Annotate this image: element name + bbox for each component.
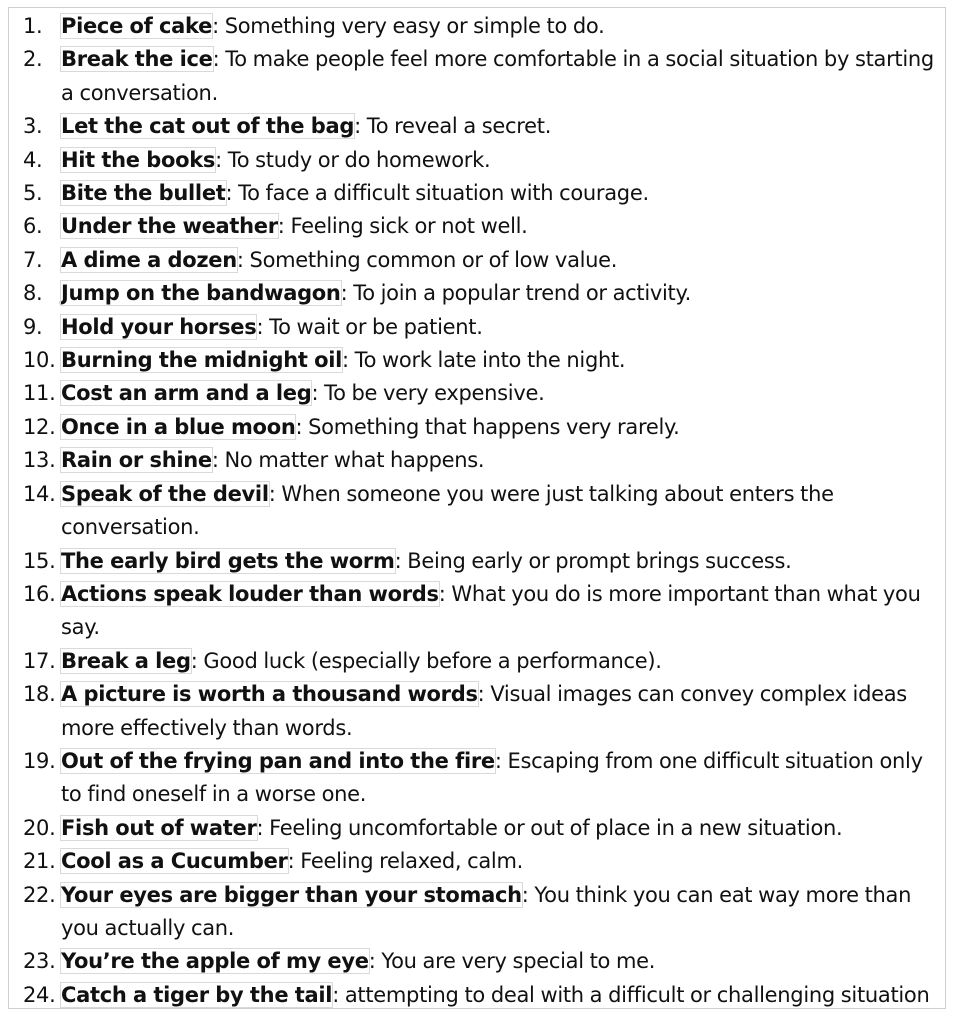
idiom-definition: : You are very special to me. xyxy=(368,949,656,974)
idiom-definition: : To face a difficult situation with courage. xyxy=(225,181,649,206)
idiom-definition: : To join a popular trend or activity. xyxy=(340,281,691,306)
idiom-phrase: Rain or shine xyxy=(61,448,212,473)
idiom-definition: : No matter what happens. xyxy=(211,448,485,473)
item-number: 2. xyxy=(23,47,43,72)
item-number: 10. xyxy=(23,348,56,373)
item-number: 22. xyxy=(23,882,56,907)
item-number: 11. xyxy=(23,381,56,406)
idiom-phrase: Break the ice xyxy=(61,47,213,72)
item-number: 17. xyxy=(23,648,56,673)
idiom-item xyxy=(23,879,941,946)
item-number: 18. xyxy=(23,682,56,707)
idiom-item xyxy=(23,444,941,477)
idiom-phrase: The early bird gets the worm xyxy=(61,548,395,573)
item-number: 14. xyxy=(23,481,56,506)
idiom-item xyxy=(23,678,941,745)
idiom-definition: : What you do is more important than what you say. xyxy=(61,581,921,640)
idiom-definition: : Feeling uncomfortable or out of place in a new situation. xyxy=(256,815,843,840)
idiom-definition: : To be very expensive. xyxy=(311,381,545,406)
item-number: 12. xyxy=(23,414,56,439)
idiom-definition: : Being early or prompt brings success. xyxy=(394,548,792,573)
idiom-item xyxy=(23,545,941,578)
idiom-item xyxy=(23,344,941,377)
idiom-definition: : To reveal a secret. xyxy=(354,114,552,139)
idiom-item xyxy=(23,277,941,310)
idiom-phrase: Bite the bullet xyxy=(61,181,226,206)
idiom-phrase: Break a leg xyxy=(61,648,191,673)
idiom-phrase: Your eyes are bigger than your stomach xyxy=(61,882,522,907)
idiom-definition: : Something very easy or simple to do. xyxy=(212,14,605,38)
idiom-phrase: Jump on the bandwagon xyxy=(61,281,341,306)
idiom-definition: : Escaping from one difficult situation only to find oneself in a worse one. xyxy=(61,748,923,807)
idiom-phrase: Hit the books xyxy=(61,147,216,172)
idiom-definition: : Feeling relaxed, calm. xyxy=(287,849,523,874)
idiom-phrase: Actions speak louder than words xyxy=(61,581,439,606)
item-number: 1. xyxy=(23,14,43,38)
item-number: 19. xyxy=(23,748,56,773)
idiom-item xyxy=(23,812,941,845)
idiom-definition: : Something that happens very rarely. xyxy=(295,414,680,439)
idiom-definition: : To study or do homework. xyxy=(215,147,491,172)
idiom-item xyxy=(23,43,941,110)
idiom-item xyxy=(23,210,941,243)
idiom-item xyxy=(23,411,941,444)
idiom-phrase: Cool as a Cucumber xyxy=(61,849,288,874)
item-number: 5. xyxy=(23,181,43,206)
item-number: 6. xyxy=(23,214,43,239)
document-frame xyxy=(8,7,946,1009)
idiom-item xyxy=(23,377,941,410)
idiom-phrase: Under the weather xyxy=(61,214,278,239)
idiom-definition: : When someone you were just talking about enters the conversation. xyxy=(61,481,834,540)
idiom-phrase: Cost an arm and a leg xyxy=(61,381,312,406)
item-number: 21. xyxy=(23,849,56,874)
item-number: 9. xyxy=(23,314,43,339)
idiom-item xyxy=(23,110,941,143)
item-number: 3. xyxy=(23,114,43,139)
idiom-phrase: Fish out of water xyxy=(61,815,257,840)
idiom-phrase: Piece of cake xyxy=(61,14,213,38)
idiom-definition: : Visual images can convey complex ideas more effectively than words. xyxy=(61,682,907,740)
idiom-phrase: A picture is worth a thousand words xyxy=(61,682,478,707)
item-number: 20. xyxy=(23,815,56,840)
idiom-phrase: Once in a blue moon xyxy=(61,414,296,439)
idiom-phrase: Out of the frying pan and into the fire xyxy=(61,748,495,773)
item-number: 4. xyxy=(23,147,43,172)
idiom-phrase: Burning the midnight oil xyxy=(61,348,343,373)
idiom-definition: : Good luck (especially before a performance). xyxy=(190,648,662,673)
item-number: 23. xyxy=(23,949,56,974)
idiom-definition: : Feeling sick or not well. xyxy=(277,214,528,239)
item-number: 7. xyxy=(23,247,43,272)
idiom-item xyxy=(23,745,941,812)
idiom-definition: : To make people feel more comfortable in a social situation by starting a conversation. xyxy=(61,47,934,105)
idiom-item xyxy=(23,244,941,277)
idiom-definition: : You think you can eat way more than you actually can. xyxy=(61,882,912,940)
idiom-item xyxy=(23,645,941,678)
idiom-phrase: You’re the apple of my eye xyxy=(61,949,369,974)
item-number: 16. xyxy=(23,581,56,606)
idiom-item xyxy=(23,10,941,43)
idiom-phrase: A dime a dozen xyxy=(61,247,237,272)
idiom-phrase: Catch a tiger by the tail xyxy=(61,982,333,1007)
idiom-list xyxy=(23,10,941,1009)
idiom-item xyxy=(23,478,941,545)
idiom-item xyxy=(23,144,941,177)
idiom-phrase: Let the cat out of the bag xyxy=(61,114,355,139)
item-number: 13. xyxy=(23,448,56,473)
item-number: 8. xyxy=(23,281,43,306)
idiom-definition: : To wait or be patient. xyxy=(256,314,483,339)
item-number: 24. xyxy=(23,982,56,1007)
idiom-phrase: Hold your horses xyxy=(61,314,257,339)
idiom-item xyxy=(23,945,941,978)
idiom-item xyxy=(23,177,941,210)
idiom-item xyxy=(23,578,941,645)
item-number: 15. xyxy=(23,548,56,573)
idiom-item xyxy=(23,979,941,1009)
idiom-item xyxy=(23,311,941,344)
idiom-definition: : Something common or of low value. xyxy=(236,247,618,272)
idiom-definition: : To work late into the night. xyxy=(342,348,626,373)
idiom-phrase: Speak of the devil xyxy=(61,481,269,506)
idiom-definition: : attempting to deal with a difficult or challenging situation xyxy=(332,982,930,1007)
idiom-item xyxy=(23,845,941,878)
